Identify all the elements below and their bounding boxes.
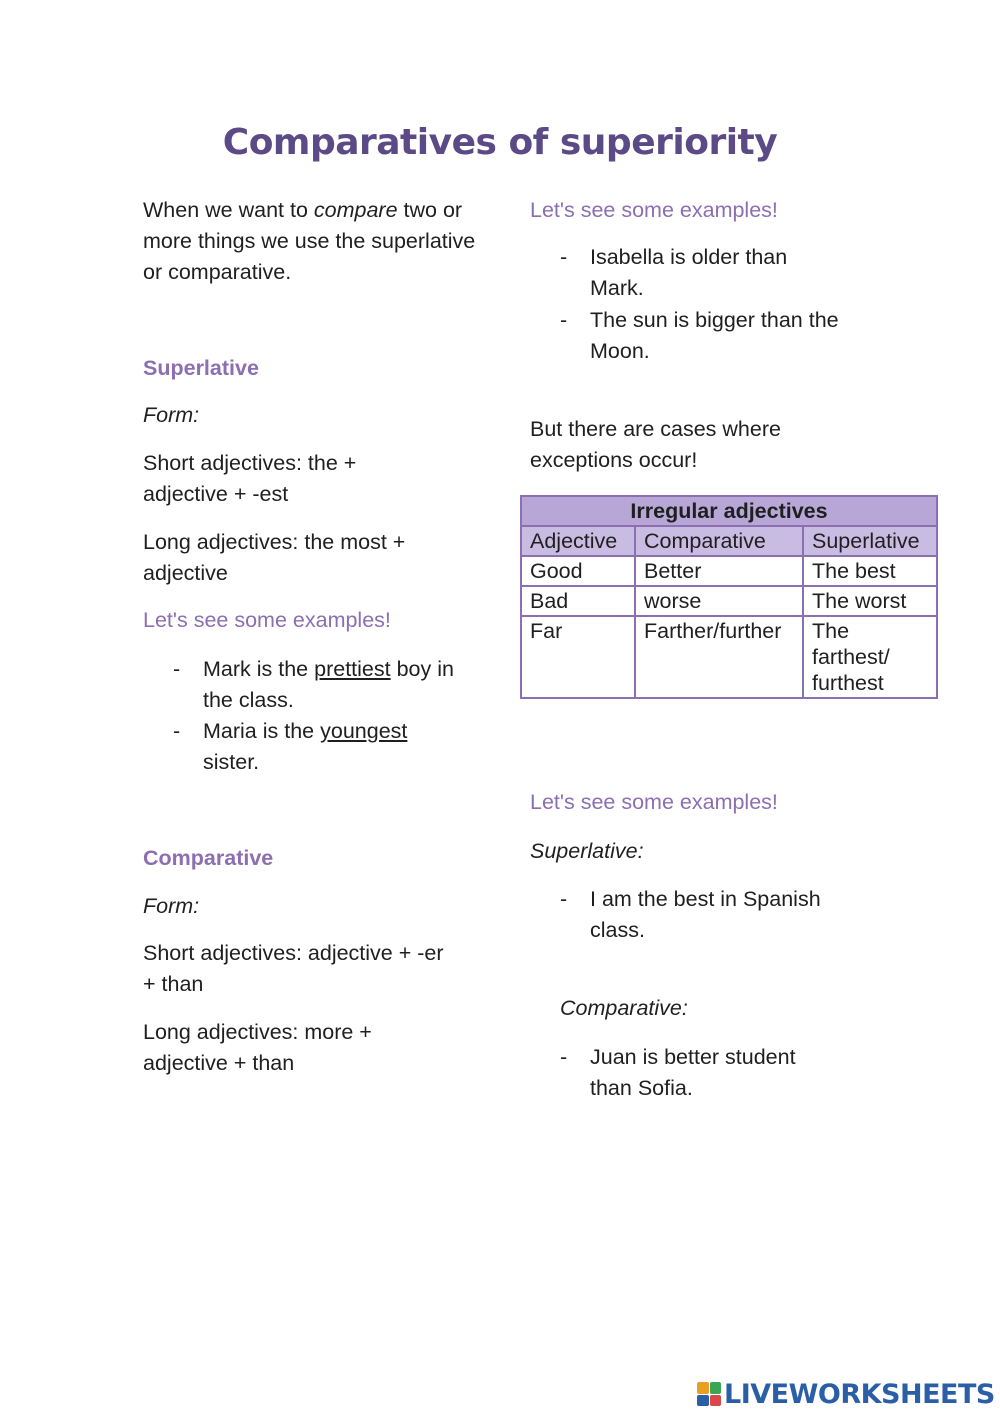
bullet-dash: - <box>173 657 181 681</box>
example-text: Isabella is older than Mark. <box>590 245 788 300</box>
comparative-examples-label: Let's see some examples! <box>530 198 778 222</box>
bullet-dash: - <box>560 887 568 911</box>
column-header: Adjective <box>521 526 635 556</box>
table-cell: The farthest/ furthest <box>803 616 937 698</box>
table-cell: Bad <box>521 586 635 616</box>
superlative-short-rule: Short adjectives: the + adjective + -est <box>143 451 357 506</box>
table-row <box>521 616 937 698</box>
intro-text-end: two or more things we use the superlative or comparative. <box>143 198 476 284</box>
example-text: Juan is better student than Sofia. <box>590 1045 796 1100</box>
superlative-heading: Superlative <box>143 356 259 380</box>
exceptions-text: But there are cases where exceptions occur! <box>530 417 781 472</box>
example-text-start: Mark is the <box>203 657 315 681</box>
example-text <box>203 716 443 778</box>
logo-square-1 <box>697 1382 709 1394</box>
table-row <box>521 586 937 616</box>
intro-emphasis: compare <box>313 198 398 222</box>
example-text: I am the best in Spanish class. <box>590 887 821 942</box>
more-examples-label: Let's see some examples! <box>530 790 778 814</box>
bullet-dash: - <box>560 308 568 332</box>
liveworksheets-logo[interactable] <box>697 1378 995 1410</box>
bullet-dash: - <box>560 245 568 269</box>
example-text-end: sister. <box>203 750 260 774</box>
logo-square-2 <box>710 1382 722 1394</box>
irregular-adjectives-table <box>520 495 938 699</box>
superlative-example-label: Superlative: <box>530 839 644 863</box>
superlative-form-label: Form: <box>143 403 200 427</box>
table-cell: Good <box>521 556 635 586</box>
bullet-dash: - <box>173 719 181 743</box>
page-title: Comparatives of superiority <box>222 122 778 163</box>
table-cell: Better <box>635 556 803 586</box>
table-cell: The best <box>803 556 937 586</box>
superlative-long-rule: Long adjectives: the most + adjective <box>143 530 406 585</box>
example-text-end: boy in the class. <box>203 657 454 712</box>
column-header: Comparative <box>635 526 803 556</box>
logo-mark-icon <box>697 1382 721 1406</box>
logo-text: LIVEWORKSHEETS <box>724 1378 995 1410</box>
superlative-examples-label: Let's see some examples! <box>143 608 391 632</box>
table-cell: Far <box>521 616 635 698</box>
intro-text-start: When we want to <box>143 198 314 222</box>
table-row <box>521 556 937 586</box>
table-cell: worse <box>635 586 803 616</box>
table-title-row <box>521 496 937 526</box>
table-header-row <box>521 526 937 556</box>
comparative-long-rule: Long adjectives: more + adjective + than <box>143 1020 372 1075</box>
logo-square-4 <box>710 1395 722 1407</box>
example-text <box>203 654 473 716</box>
comparative-form-label: Form: <box>143 894 200 918</box>
table-cell: The worst <box>803 586 937 616</box>
table-title: Irregular adjectives <box>521 496 937 526</box>
table-cell: Farther/further <box>635 616 803 698</box>
column-header: Superlative <box>803 526 937 556</box>
bullet-dash: - <box>560 1045 568 1069</box>
example-text: The sun is bigger than the Moon. <box>590 308 839 363</box>
underlined-word: youngest <box>320 719 408 743</box>
comparative-example-label: Comparative: <box>560 996 688 1020</box>
comparative-short-rule: Short adjectives: adjective + -er + than <box>143 941 444 996</box>
example-text-start: Maria is the <box>203 719 321 743</box>
underlined-word: prettiest <box>314 657 391 681</box>
comparative-heading: Comparative <box>143 846 274 870</box>
intro-paragraph <box>143 195 483 288</box>
logo-square-3 <box>697 1395 709 1407</box>
